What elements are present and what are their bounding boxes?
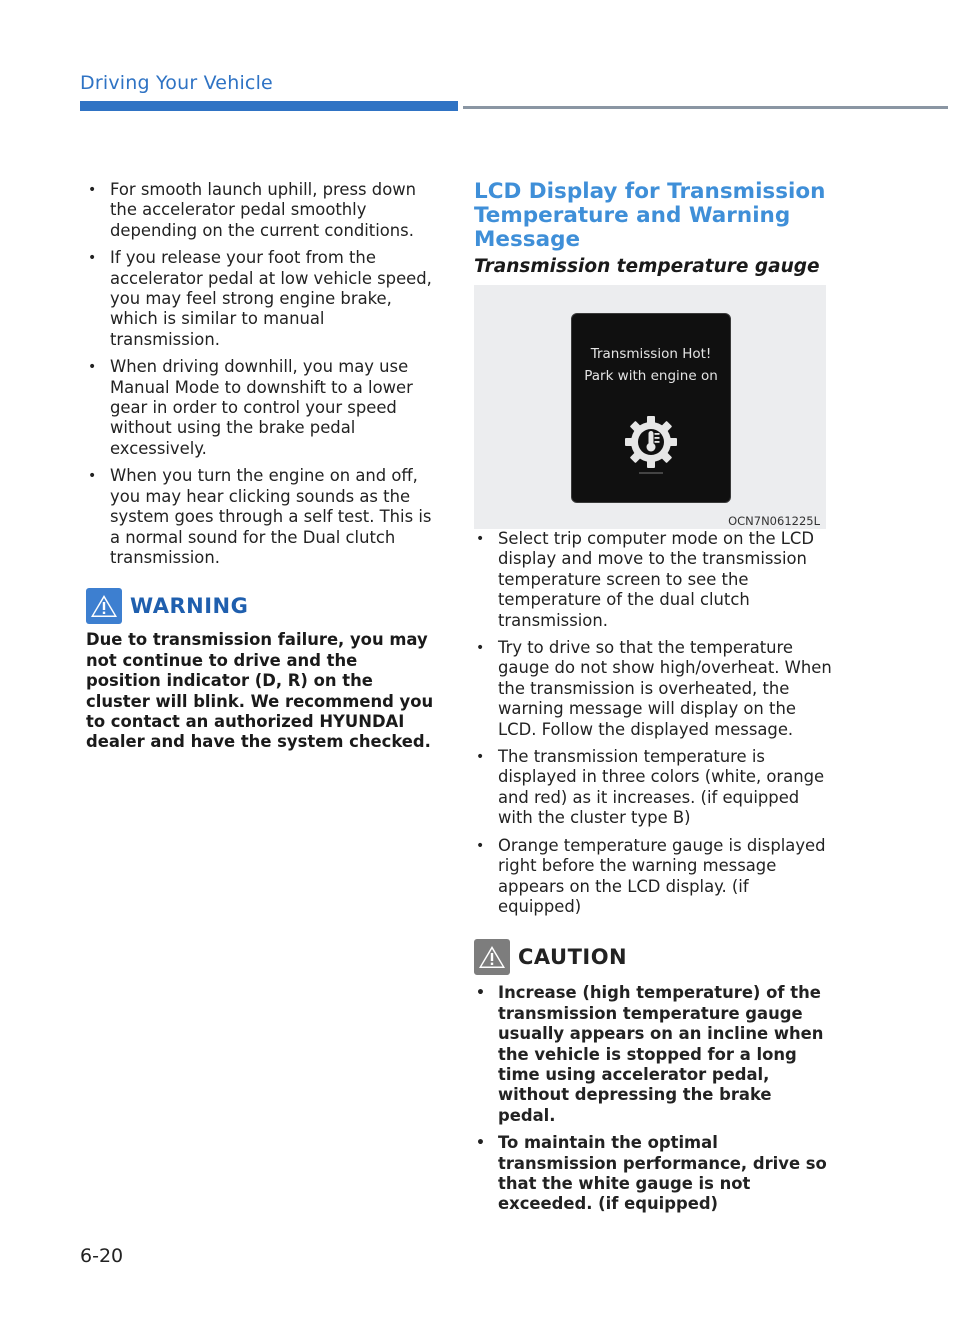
bullet-icon: • <box>476 640 485 657</box>
list-item-text: Orange temperature gauge is displayed right before the warning message appears on the LCD display. (if equipped) <box>498 835 826 916</box>
caution-triangle-icon <box>474 939 510 975</box>
list-item-text: When you turn the engine on and off, you may hear clicking sounds as the system goes through a self test. This is a normal sound for the Dual clutch transmission. <box>110 466 432 567</box>
list-item <box>474 836 834 918</box>
list-item <box>86 357 436 459</box>
list-item-text: The transmission temperature is displayed in three colors (white, orange and red) as it increases. (if equipped with the cluster type B) <box>498 747 825 828</box>
caution-list <box>474 983 834 1214</box>
page-number: 6-20 <box>80 1245 124 1267</box>
warning-text: Due to transmission failure, you may not continue to drive and the position indicator (D, R) on the cluster will blink. We recommend you to contact an authorized HYUNDAI dealer and have the system checked. <box>86 630 434 752</box>
right-column <box>474 180 834 1222</box>
warning-header <box>86 588 436 624</box>
warning-triangle-icon <box>86 588 122 624</box>
list-item <box>474 747 834 829</box>
bullet-icon: • <box>88 468 97 485</box>
chapter-title: Driving Your Vehicle <box>80 72 273 94</box>
caution-header <box>474 939 834 975</box>
list-item-text: Try to drive so that the temperature gauge do not show high/overheat. When the transmission is overheated, the warning message will display on the LCD. Follow the displayed message. <box>498 638 832 739</box>
list-item <box>474 638 834 740</box>
bullet-icon: • <box>476 837 485 854</box>
list-item <box>474 529 834 631</box>
left-column <box>86 180 436 753</box>
list-item-text: If you release your foot from the accelerator pedal at low vehicle speed, you may feel strong engine brake, which is similar to manual transmission. <box>110 248 432 349</box>
list-item-text: Select trip computer mode on the LCD display and move to the transmission temperature screen to see the temperature of the dual clutch transmission. <box>498 529 814 630</box>
sub-title: Transmission temperature gauge <box>474 256 820 277</box>
driving-tips-list <box>86 180 436 568</box>
bullet-icon: • <box>476 985 485 1002</box>
gauge-info-list <box>474 529 834 917</box>
bullet-icon: • <box>476 1135 485 1152</box>
transmission-temperature-gear-icon <box>621 412 681 482</box>
caution-title: CAUTION <box>518 945 628 970</box>
bullet-icon: • <box>88 359 97 376</box>
lcd-message-line2: Park with engine on <box>584 368 718 384</box>
list-item-text: For smooth launch uphill, press down the accelerator pedal smoothly depending on the current conditions. <box>110 180 417 240</box>
bullet-icon: • <box>88 182 97 198</box>
section-title: LCD Display for Transmission Temperature and Warning Message <box>474 179 826 252</box>
header-accent-bar <box>80 101 458 111</box>
list-item <box>474 1133 834 1215</box>
list-item <box>474 983 834 1126</box>
list-item-text: Increase (high temperature) of the transmission temperature gauge usually appears on an incline when the vehicle is stopped for a long time using accelerator pedal, without depressing the brake pedal. <box>498 983 824 1125</box>
list-item-text: When driving downhill, you may use Manual Mode to downshift to a lower gear in order to control your speed without using the brake pedal excessively. <box>110 357 413 458</box>
bullet-icon: • <box>476 531 485 547</box>
bullet-icon: • <box>476 749 485 766</box>
warning-title: WARNING <box>130 594 249 619</box>
bullet-icon: • <box>88 250 97 267</box>
lcd-display <box>571 313 731 503</box>
lcd-figure <box>474 285 826 529</box>
list-item <box>86 180 436 241</box>
list-item <box>86 466 436 568</box>
list-item <box>86 248 436 350</box>
lcd-message-line1: Transmission Hot! <box>590 346 712 362</box>
figure-caption: OCN7N061225L <box>728 514 820 528</box>
caution-body <box>474 983 834 1214</box>
header-rule <box>463 106 948 109</box>
list-item-text: To maintain the optimal transmission performance, drive so that the white gauge is not exceeded. (if equipped) <box>498 1133 827 1214</box>
